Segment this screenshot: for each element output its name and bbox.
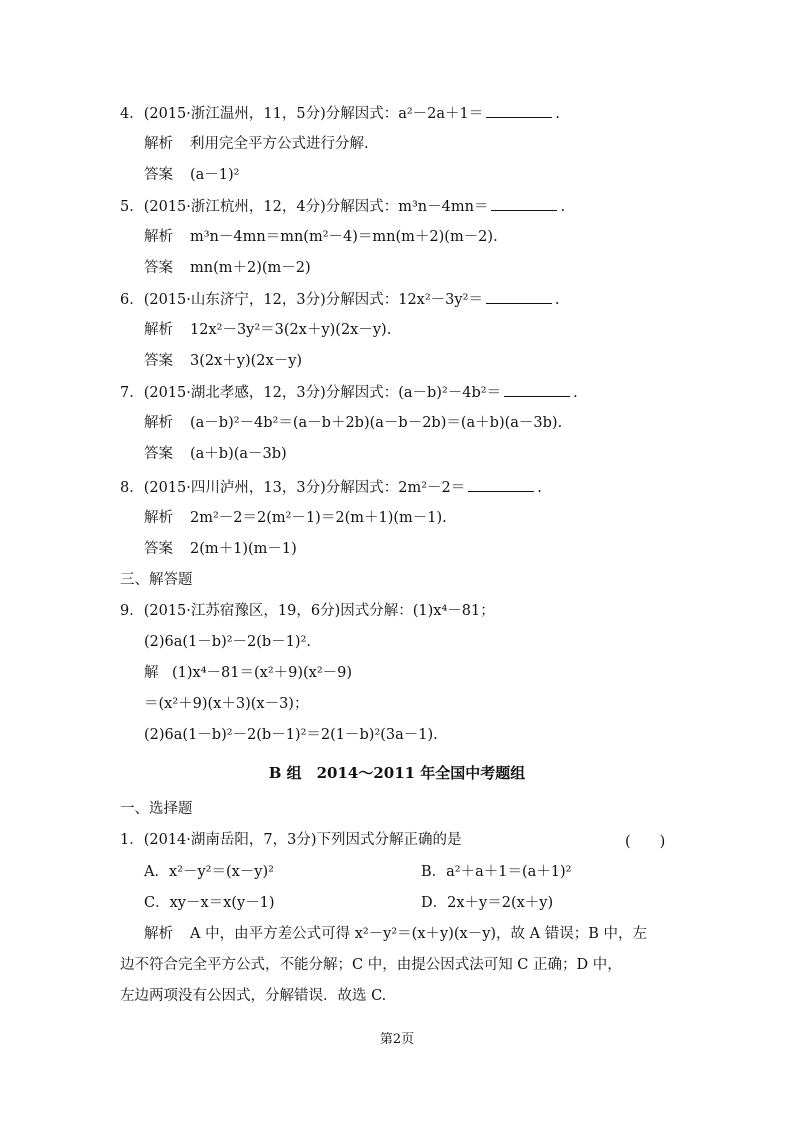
solution-text: (1)x⁴－81＝(x²＋9)(x²－9) — [172, 665, 353, 681]
question-5 — [120, 196, 565, 217]
analysis-label: 解析 — [144, 415, 173, 431]
analysis-label: 解析 — [144, 136, 173, 152]
analysis-5 — [144, 227, 498, 247]
page-number: 第2页 — [379, 1032, 415, 1047]
question-end: . — [573, 385, 578, 401]
analysis-7 — [144, 413, 562, 433]
answer-parentheses: ( ) — [625, 834, 666, 850]
solution-9-line2: ＝(x²＋9)(x＋3)(x－3)； — [144, 696, 309, 712]
answer-blank — [468, 477, 534, 492]
group-b-section-1-header: 一、选择题 — [120, 801, 193, 817]
answer-blank — [486, 103, 552, 118]
question-8 — [120, 477, 542, 498]
group-b-title: B 组 2014～2011 年全国中考题组 — [268, 764, 526, 782]
analysis-4 — [144, 134, 369, 154]
analysis-label: 解析 — [144, 510, 173, 526]
answer-text: 3(2x＋y)(2x－y) — [190, 353, 303, 369]
answer-label: 答案 — [144, 260, 173, 276]
answer-text: (a＋b)(a－3b) — [190, 446, 287, 462]
analysis-8 — [144, 508, 447, 528]
analysis-b1-line1 — [144, 924, 647, 944]
question-9-part2: (2)6a(1－b)²－2(b－1)². — [144, 634, 312, 650]
question-6 — [120, 289, 560, 310]
question-text: 8．(2015·四川泸州，13，3分)分解因式：2m²－2＝ — [120, 480, 466, 496]
option-d: D．2x＋y＝2(x＋y) — [421, 895, 554, 911]
analysis-text: m³n－4mn＝mn(m²－4)＝mn(m＋2)(m－2). — [190, 229, 498, 245]
answer-4 — [144, 165, 240, 185]
analysis-text: 2m²－2＝2(m²－1)＝2(m＋1)(m－1). — [190, 510, 447, 526]
question-7 — [120, 382, 578, 403]
section-3-header: 三、解答题 — [120, 572, 193, 588]
analysis-b1-line3: 左边两项没有公因式，分解错误．故选 C. — [120, 988, 387, 1004]
analysis-text: 利用完全平方公式进行分解. — [190, 136, 369, 152]
solution-label: 解 — [144, 665, 159, 681]
analysis-text: 12x²－3y²＝3(2x＋y)(2x－y). — [190, 322, 392, 338]
solution-9-line1 — [144, 663, 352, 683]
answer-blank — [491, 196, 557, 211]
answer-7 — [144, 444, 287, 464]
answer-text: 2(m＋1)(m－1) — [190, 541, 297, 557]
question-b1: 1．(2014·湖南岳阳，7，3分)下列因式分解正确的是 — [120, 832, 462, 848]
answer-blank — [504, 382, 570, 397]
answer-label: 答案 — [144, 446, 173, 462]
question-text: 6．(2015·山东济宁，12，3分)分解因式：12x²－3y²＝ — [120, 292, 483, 308]
analysis-b1-line2: 边不符合完全平方公式，不能分解；C 中，由提公因式法可知 C 正确；D 中， — [120, 957, 622, 973]
option-b: B．a²＋a＋1＝(a＋1)² — [421, 864, 572, 880]
answer-label: 答案 — [144, 167, 173, 183]
question-end: . — [554, 292, 560, 308]
analysis-label: 解析 — [144, 229, 173, 245]
question-text: 4．(2015·浙江温州，11，5分)分解因式：a²－2a＋1＝ — [120, 106, 484, 122]
answer-6 — [144, 351, 302, 371]
analysis-text: A 中，由平方差公式可得 x²－y²＝(x＋y)(x－y)，故 A 错误；B 中，左 — [190, 926, 648, 942]
answer-5 — [144, 258, 311, 278]
analysis-label: 解析 — [144, 322, 173, 338]
answer-label: 答案 — [144, 541, 173, 557]
question-text: 5．(2015·浙江杭州，12，4分)分解因式：m³n－4mn＝ — [120, 199, 489, 215]
answer-label: 答案 — [144, 353, 173, 369]
option-c: C．xy－x＝x(y－1) — [144, 895, 275, 911]
question-end: . — [555, 106, 560, 122]
analysis-label: 解析 — [144, 926, 173, 942]
analysis-text: (a－b)²－4b²＝(a－b＋2b)(a－b－2b)＝(a＋b)(a－3b). — [190, 415, 563, 431]
question-9: 9．(2015·江苏宿豫区，19，6分)因式分解：(1)x⁴－81； — [120, 603, 495, 619]
answer-8 — [144, 539, 297, 559]
solution-9-line3: (2)6a(1－b)²－2(b－1)²＝2(1－b)²(3a－1). — [144, 727, 438, 743]
question-end: . — [560, 199, 566, 215]
question-end: . — [537, 480, 542, 496]
question-text: 7．(2015·湖北孝感，12，3分)分解因式：(a－b)²－4b²＝ — [120, 385, 502, 401]
analysis-6 — [144, 320, 391, 340]
answer-text: (a－1)² — [190, 167, 240, 183]
answer-text: mn(m＋2)(m－2) — [190, 260, 311, 276]
answer-blank — [486, 289, 552, 304]
option-a: A．x²－y²＝(x－y)² — [144, 864, 274, 880]
question-4 — [120, 103, 560, 124]
